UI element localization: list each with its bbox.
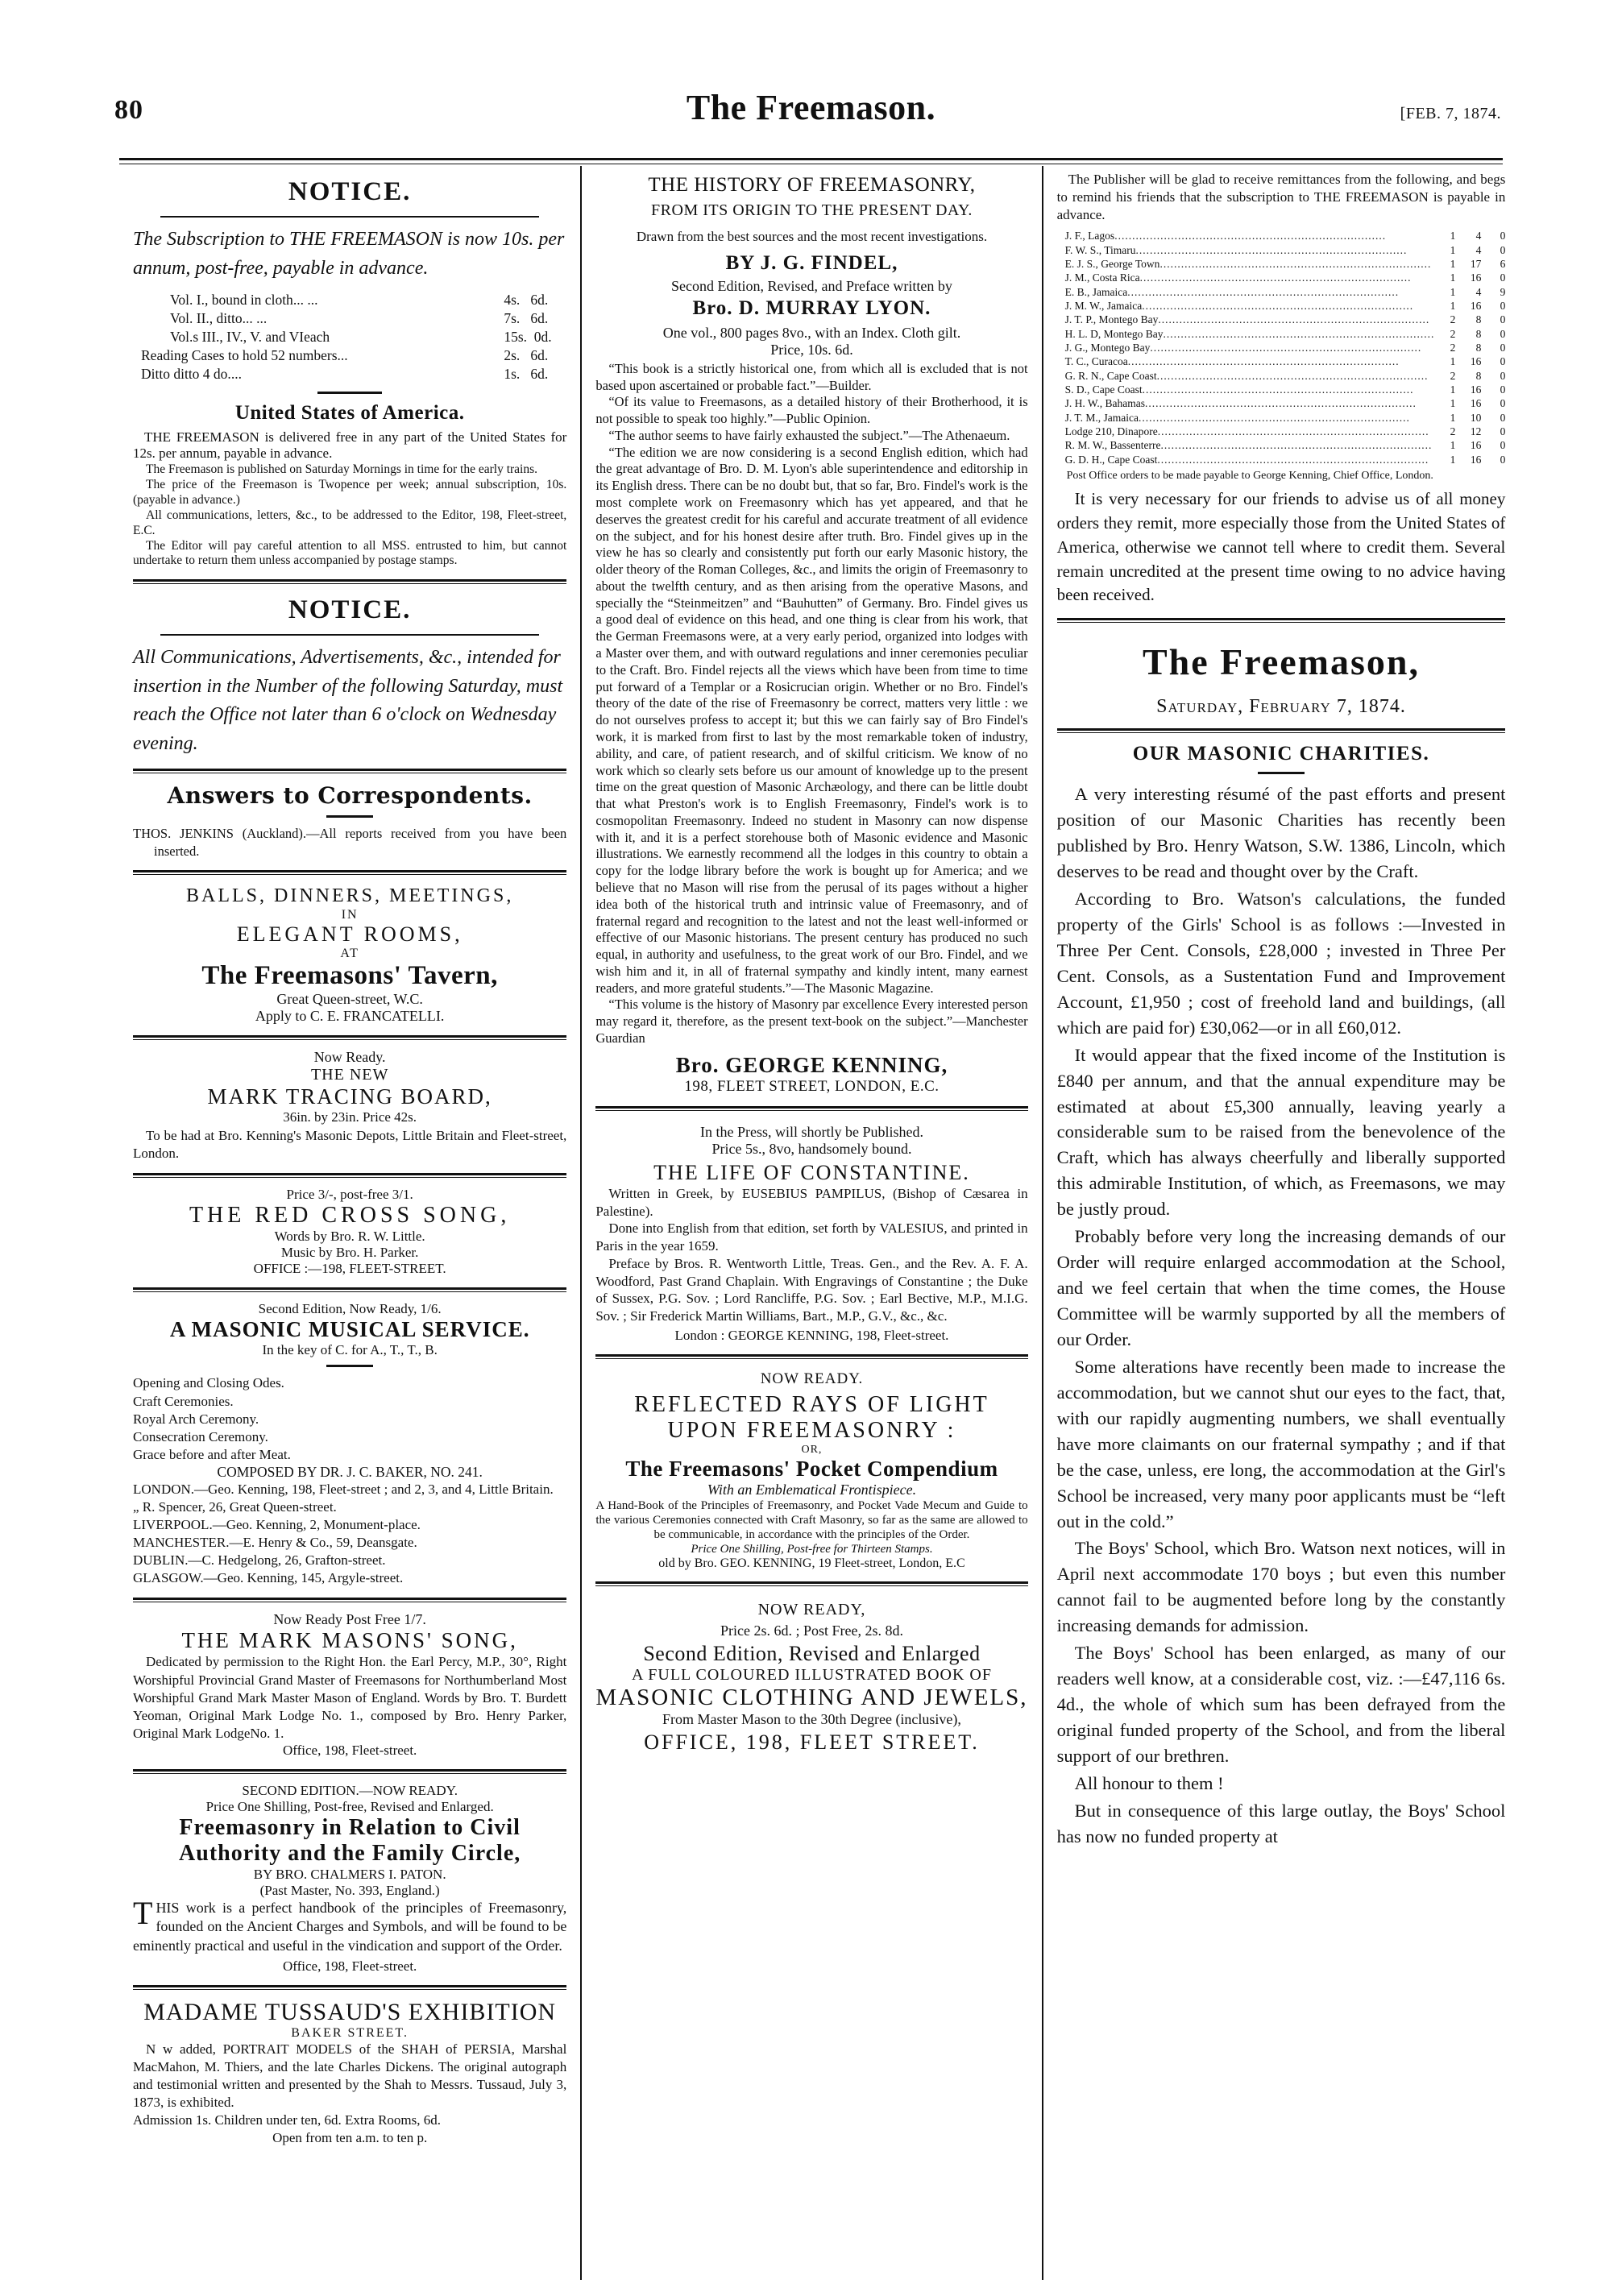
price-row xyxy=(133,346,566,365)
ad-text: Dedicated by permission to the Right Hon. the Earl Percy, M.P., 30°, Right Worshipful Provincial Grand Master of Freemasons for Northumberland Most Worshipful Grand Mark Master Mason of England. Words by Bro. T. Burdett Yeoman, Original Mark Lodge No. 1., composed by Bro. Henry Parker, Original Mark LodgeNo. 1. xyxy=(133,1654,567,1741)
divider xyxy=(133,1769,566,1774)
amount-pounds: 1 xyxy=(1450,383,1456,396)
ad-body xyxy=(595,1185,1027,1325)
ad-line: In the Press, will shortly be Published. xyxy=(699,1123,923,1140)
table-row xyxy=(1057,341,1506,354)
amount-pounds: 1 xyxy=(1450,300,1456,312)
ad-title-line2: UPON FREEMASONRY : xyxy=(667,1417,956,1443)
ad-contents-list xyxy=(133,1374,566,1463)
usa-para: The price of the Freemason is Twopence per week; annual subscription, 10s. (payable in advance.) xyxy=(133,477,567,507)
amount-shillings: 4 xyxy=(1475,230,1482,242)
amount-pounds: 1 xyxy=(1450,397,1456,410)
amount-pounds: 1 xyxy=(1450,453,1456,466)
ad-title: THE HISTORY OF FREEMASONRY, xyxy=(648,174,976,196)
amount-shillings: 8 xyxy=(1475,327,1482,340)
ad-line: SECOND EDITION.—NOW READY. xyxy=(242,1782,458,1798)
ad-mark-tracing-board xyxy=(133,1049,566,1163)
ad-now-ready: NOW READY. xyxy=(760,1370,864,1387)
amount-pence: 0 xyxy=(1500,271,1506,284)
ad-london: London : GEORGE KENNING, 198, Fleet-street. xyxy=(674,1327,949,1343)
article-paragraph: The Boys' School, which Bro. Watson next notices, will in April next accommodate 170 boys ; but even this number cannot fail to be augmented before long by the constantly increasing demands for admission. xyxy=(1056,1538,1506,1636)
ad-or: OR, xyxy=(801,1443,823,1456)
article-paragraph: The Boys' School has been enlarged, as many of our readers well know, at a considerable cost, viz. :—£47,116 6s. 4d., the whole of which sum has been defrayed from the original funded property of the School, and from the liberal support of our brethren. xyxy=(1056,1643,1506,1766)
ad-edition: Second Edition, Revised and Enlarged xyxy=(643,1641,981,1665)
amount-shillings: 8 xyxy=(1475,342,1482,354)
amount-pence: 0 xyxy=(1500,397,1506,410)
ad-title-line3: The Freemasons' Pocket Compendium xyxy=(625,1456,998,1481)
remitter-name: T. C., Curacoa xyxy=(1064,355,1128,368)
table-row xyxy=(1057,453,1506,466)
remitter-name: S. D., Cape Coast xyxy=(1064,383,1143,396)
divider xyxy=(133,1985,566,1990)
issue-date: [FEB. 7, 1874. xyxy=(1400,105,1501,122)
answer-item: THOS. JENKINS (Auckland).—All reports received from you have been inserted. xyxy=(133,826,567,859)
table-row xyxy=(1057,425,1506,438)
ad-hours: Open from ten a.m. to ten p. xyxy=(272,2129,428,2145)
review: “The edition we are now considering is a second English edition, which had the great advantage of Bro. D. M. Lyon's able superintendence and editorship in its English dress. There can be no doubt but, that so far, Bro. Findel's work is the most complete work on Freemasonry which has yet appeared, and that he deserves the greatest credit for his careful and accurate treatment of all evidence on the subject, and for his honest desire after truth. Bro. Findel gives up in the view he has so clearly and consistently put forth our early Masonic history, the older theory of the Roman Colleges, &c., and limits the origin of Freemasonry to about the twelfth century, and as then arising from the operative Masons, and specially the “Steinmeitzen” and “Bauhutten” of Germany. Bro. Findel gives us a good deal of evidence on this head, and one thing is clear from his work, that the German Freemasons were, at a very early period, organized into lodges with a Master over them, and with outward regulations and inner ceremonies peculiar to the Craft. Bro. Findel rejects all the views which have been from time to time put forward of a Templar or a Rosicrucian origin. Whether or no Bro. Findel's theory of the date of the rise of Freemasonry be correct, matters very little : we do not ourselves profess to accept it; but this we can fairly say of Bro Findel's work, it is marked from first to last by the most remarkable token of industry, ability, and care, of patient research, and of skilful criticism. We know of no work which so clearly sets before us our amount of knowledge up to the present time on the great question of Masonic Archæology, and there can be little doubt that what Preston's work is to English Freemasonry, Findel's work is to cosmopolitan Freemasonry. Indeed no student in Masonry can now dispense with it, and it is a perfect storehouse both of Masonic evidence and Masonic illustrations. We earnestly recommend all the lodges in this country to obtain a copy for the lodge library before the work is bought up for America; and we believe that no Mason will rise from the perusal of its pages without a higher idea both of the historical truth and intrinsic value of Freemasonry, and of fraternal regard and recognition to the latest and not the least well-informed or effective of our Masonic historians. The present century has produced no such equal, in authority and usefulness, to the great work of our Bro. Findel, and we wish him and it, in all of fraternal sympathy and kindly intent, many earnest readers, and more grateful students.”—The Masonic Magazine. xyxy=(595,444,1028,996)
leader-dots: ............................................................................. xyxy=(1145,397,1417,410)
content-item: Craft Ceremonies. xyxy=(133,1393,234,1409)
divider xyxy=(133,1173,566,1178)
ad-line: IN xyxy=(341,908,359,922)
leader-dots: ............................................................................. xyxy=(1160,439,1433,452)
agent-item: DUBLIN.—C. Hedgelong, 26, Grafton-street. xyxy=(133,1552,386,1569)
ad-line: Great Queen-street, W.C. xyxy=(276,991,423,1008)
price-dots: each xyxy=(304,329,330,346)
notice-heading: NOTICE. xyxy=(288,177,412,206)
table-row xyxy=(1057,243,1506,257)
agent-item: MANCHESTER.—E. Henry & Co., 59, Deansgate. xyxy=(133,1535,417,1551)
leader-dots: ............................................................................. xyxy=(1142,383,1414,396)
ad-body xyxy=(133,1127,566,1163)
agent-item: GLASGOW.—Geo. Kenning, 145, Argyle-street. xyxy=(133,1570,404,1586)
amount-pounds: 2 xyxy=(1450,313,1456,326)
price-dots: ... xyxy=(230,366,242,383)
price-row xyxy=(133,328,566,346)
agent-item: „ R. Spencer, 26, Great Queen-street. xyxy=(133,1499,337,1515)
advice-note-text: It is very necessary for our friends to advise us of all money orders they remit, more especially those from the United States of America, otherwise we cannot tell where to credit them. Several remain uncredited at the present time owing to no advice having been received. xyxy=(1056,489,1506,605)
ad-line: Now Ready Post Free 1/7. xyxy=(273,1611,426,1628)
ad-reviews xyxy=(595,361,1027,1047)
publisher-note xyxy=(1057,171,1506,224)
answers-to-correspondents xyxy=(133,782,566,860)
ad-title: THE RED CROSS SONG, xyxy=(189,1203,511,1229)
ad-line: BALLS, DINNERS, MEETINGS, xyxy=(185,885,514,907)
ad-publisher-address: 198, FLEET STREET, LONDON, E.C. xyxy=(684,1077,940,1095)
amount-pounds: 1 xyxy=(1450,411,1456,424)
content-item: Grace before and after Meat. xyxy=(133,1446,291,1462)
price-dots: ... ... xyxy=(292,292,318,309)
ad-title: THE LIFE OF CONSTANTINE. xyxy=(653,1160,970,1184)
subscription-text: The Subscription to THE FREEMASON is now 10s. per annum, post-free, payable in advance. xyxy=(133,229,565,279)
amount-pence: 0 xyxy=(1500,383,1506,396)
answers-list xyxy=(133,825,566,860)
table-row xyxy=(1057,257,1506,271)
amount-pounds: 1 xyxy=(1450,439,1456,452)
amount-shillings: 16 xyxy=(1470,383,1482,396)
ad-history-of-freemasonry xyxy=(595,174,1027,1096)
amount-pence: 0 xyxy=(1500,355,1506,368)
ad-title: The Freemasons' Tavern, xyxy=(201,961,498,991)
remitter-name: E. B., Jamaica xyxy=(1064,285,1128,298)
amount-shillings: 8 xyxy=(1475,369,1482,382)
amount-pence: 0 xyxy=(1500,243,1506,256)
ad-text: N w added, PORTRAIT MODELS of the SHAH of PERSIA, Marshal MacMahon, M. Thiers, and the late Charles Dickens. The original autograph and testimonial written and presented by the Shah to Messrs. Tussaud, July 3, 1873, is exhibited. xyxy=(133,2041,567,2111)
table-row xyxy=(1057,438,1506,452)
remitter-name: Lodge 210, Dinapore xyxy=(1064,425,1158,438)
ad-line: Price One Shilling, Post-free, Revised and Enlarged. xyxy=(205,1798,494,1814)
ad-line: THE NEW xyxy=(310,1066,389,1084)
remitter-name: H. L. D, Montego Bay xyxy=(1064,327,1164,340)
ad-title-line1: REFLECTED RAYS OF LIGHT xyxy=(634,1391,989,1417)
ad-author-sub: (Past Master, No. 393, England.) xyxy=(259,1882,440,1898)
notice-subscription xyxy=(133,177,566,569)
page-number: 80 xyxy=(114,95,143,125)
paper-title-masthead: The Freemason, xyxy=(1142,641,1420,683)
article-paragraph: Some alterations have recently been made to increase the accommodation, but we cannot shut our eyes to the fact, that, with our rapidly augmenting numbers, we shall eventually have more claimants on our fraternal sympathy ; and if that be the case, unless, ere long, the accommodation at the Girl's School be increased, very many poor applicants must be “left out in the cold.” xyxy=(1056,1356,1506,1531)
amount-shillings: 8 xyxy=(1475,313,1482,326)
leader-dots: ............................................................................. xyxy=(1114,230,1387,242)
ad-line: A FULL COLOURED ILLUSTRATED BOOK OF xyxy=(631,1665,992,1684)
table-row xyxy=(1057,411,1506,425)
amount-pounds: 2 xyxy=(1450,425,1456,438)
ad-text: To be had at Bro. Kenning's Masonic Depots, Little Britain and Fleet-street, London. xyxy=(133,1128,567,1162)
amount-shillings: 16 xyxy=(1470,439,1482,452)
ad-preface-by: Bro. D. MURRAY LYON. xyxy=(692,296,931,319)
amount-pounds: 1 xyxy=(1450,355,1456,368)
price-dots: ... ... xyxy=(242,310,268,327)
leader-dots: ............................................................................. xyxy=(1138,411,1410,424)
remitter-name: J. T. M., Jamaica xyxy=(1064,411,1139,424)
divider xyxy=(133,1035,566,1040)
ad-price: Price 2s. 6d. ; Post Free, 2s. 8d. xyxy=(720,1622,903,1639)
masthead-rule xyxy=(119,158,1503,164)
usa-para: All communications, letters, &c., to be addressed to the Editor, 198, Fleet-street, E.C. xyxy=(133,508,567,537)
amount-shillings: 16 xyxy=(1470,300,1482,312)
price-list xyxy=(133,291,566,383)
agent-item: LIVERPOOL.—Geo. Kenning, 2, Monument-place. xyxy=(133,1517,421,1533)
remitter-name: J. H. W., Bahamas xyxy=(1064,397,1145,410)
ad-line: Music by Bro. H. Parker. xyxy=(280,1245,419,1261)
ad-madame-tussaud xyxy=(133,1999,566,2145)
remitter-name: J. M. W., Jamaica xyxy=(1064,300,1143,312)
remitter-name: F. W. S., Timaru xyxy=(1064,243,1136,256)
ad-text: Preface by Bros. R. Wentworth Little, Treas. Gen., and the Rev. A. F. A. Woodford, Past Grand Chaplain. With Engravings of Constantine ; the Duke of Sussex, P.G. Sov. ; Lord Rancliffe, P.G. Sov. ; Earl Bective, M.P., M.I.G. Sov. ; Sir Frederick Martin Williams, Bart., M.P., G.V., &c., &c. xyxy=(595,1255,1028,1324)
divider xyxy=(1258,772,1305,774)
ad-title-line2: Authority and the Family Circle, xyxy=(179,1840,521,1866)
divider xyxy=(595,1581,1027,1586)
ad-publisher: Bro. GEORGE KENNING, xyxy=(675,1052,948,1077)
review: “Of its value to Freemasons, as a detailed history of their Brotherhood, it is not possible to speak too highly.”—Public Opinion. xyxy=(595,394,1028,427)
remitter-name: G. D. H., Cape Coast xyxy=(1064,453,1158,466)
leader-dots: ............................................................................. xyxy=(1157,453,1429,466)
article-title: OUR MASONIC CHARITIES. xyxy=(1132,743,1430,765)
table-row xyxy=(1057,299,1506,313)
agent-item: LONDON.—Geo. Kenning, 198, Fleet-street ; and 2, 3, and 4, Little Britain. xyxy=(133,1481,554,1497)
table-row xyxy=(1057,313,1506,326)
divider xyxy=(160,216,539,218)
article-paragraph: It would appear that the fixed income of the Institution is £840 per annum, and that the annual expenditure may be estimated at about £5,300 annually, leaving yearly a considerable sum to be raised from the benevolence of the Craft, which has always cheerfully and liberally supported this admirable Institution, of which, as Freemasons, we may be justly proud. xyxy=(1056,1044,1506,1220)
amount-pounds: 1 xyxy=(1450,257,1456,270)
price-row xyxy=(133,365,566,383)
amount-pence: 0 xyxy=(1500,453,1506,466)
ad-title: A MASONIC MUSICAL SERVICE. xyxy=(169,1317,530,1342)
amount-shillings: 16 xyxy=(1470,271,1482,284)
paper-issue-date: Saturday, February 7, 1874. xyxy=(1156,696,1406,718)
ad-admission: Admission 1s. Children under ten, 6d. Extra Rooms, 6d. xyxy=(133,2112,442,2128)
amount-pounds: 2 xyxy=(1450,327,1456,340)
ad-title: MADAME TUSSAUD'S EXHIBITION xyxy=(143,1999,557,2026)
usa-para: THE FREEMASON is delivered free in any part of the United States for 12s. per annum, payable in advance. xyxy=(133,429,567,462)
notice-communications xyxy=(133,595,566,758)
post-office-note-text: Post Office orders to be made payable to George Kenning, Chief Office, London. xyxy=(1066,470,1433,483)
ad-office: Office, 198, Fleet-street. xyxy=(282,1742,417,1758)
price-item-name: Ditto ditto 4 do. xyxy=(141,366,231,383)
ad-edition: Second Edition, Revised, and Preface written by xyxy=(671,277,952,294)
ad-office: Office, 198, Fleet-street. xyxy=(282,1958,417,1975)
ad-reflected-rays xyxy=(595,1370,1027,1571)
amount-shillings: 12 xyxy=(1470,425,1482,438)
divider xyxy=(133,579,566,584)
ad-body xyxy=(595,1498,1027,1543)
price-item-name: Reading Cases to hold 52 numbers xyxy=(141,347,338,364)
leader-dots: ............................................................................. xyxy=(1142,300,1414,312)
ad-price: Price 5s., 8vo, handsomely bound. xyxy=(711,1140,912,1157)
table-row xyxy=(1057,285,1506,299)
column-2 xyxy=(580,166,1041,2280)
ad-title: MASONIC CLOTHING AND JEWELS, xyxy=(595,1684,1028,1710)
amount-pounds: 1 xyxy=(1450,230,1456,242)
amount-shillings: 16 xyxy=(1470,397,1482,410)
amount-shillings: 16 xyxy=(1470,355,1482,368)
ad-author: BY BRO. CHALMERS I. PATON. xyxy=(253,1866,446,1882)
ad-now-ready: NOW READY, xyxy=(757,1600,866,1618)
ad-body xyxy=(133,1894,567,1955)
ad-author: BY J. G. FINDEL, xyxy=(725,251,898,274)
amount-shillings: 10 xyxy=(1470,411,1482,424)
ad-line: From Master Mason to the 30th Degree (inclusive), xyxy=(662,1710,961,1727)
ad-text: Written in Greek, by EUSEBIUS PAMPILUS, (Bishop of Cæsarea in Palestine). xyxy=(595,1185,1028,1219)
price-dots: ... xyxy=(337,347,348,364)
ad-title-line1: Freemasonry in Relation to Civil xyxy=(179,1814,521,1840)
amount-pounds: 1 xyxy=(1450,271,1456,284)
amount-pounds: 2 xyxy=(1450,369,1456,382)
article-paragraph: According to Bro. Watson's calculations, the funded property of the Girls' School is as follows :—Invested in Three Per Cent. Consols, £28,000 ; invested in Three Per Cent. Consols, as a Sustentation Fund and Improvement Account, £1,950 ; cost of freehold land and buildings, (all which are paid for) £30,062—or in all £60,012. xyxy=(1056,889,1506,1038)
amount-shillings: 4 xyxy=(1475,285,1482,298)
divider xyxy=(160,634,539,636)
amount-pence: 0 xyxy=(1500,300,1506,312)
divider xyxy=(1057,618,1506,623)
ad-frontispiece: With an Emblematical Frontispiece. xyxy=(707,1481,917,1498)
article-paragraph: A very interesting résumé of the past efforts and present position of our Masonic Charities has recently been published by Bro. Henry Watson, S.W. 1386, Lincoln, which deserves to be read and thought over by the Craft. xyxy=(1056,784,1506,882)
leader-dots: ............................................................................. xyxy=(1127,355,1400,368)
table-row xyxy=(1057,271,1506,284)
ad-drawn-from: Drawn from the best sources and the most recent investigations. xyxy=(636,229,988,244)
amount-pence: 9 xyxy=(1500,285,1506,298)
ad-freemasons-tavern xyxy=(133,884,566,1025)
ad-body xyxy=(133,1653,566,1742)
review: “The author seems to have fairly exhausted the subject.”—The Athenaeum. xyxy=(608,427,1010,443)
divider xyxy=(326,815,373,818)
price-amount: 15s. 0d. xyxy=(504,329,552,346)
remitter-name: G. R. N., Cape Coast xyxy=(1064,369,1157,382)
ad-line: Words by Bro. R. W. Little. xyxy=(274,1229,425,1245)
notice-heading: NOTICE. xyxy=(288,595,412,625)
remitter-name: J. G., Montego Bay xyxy=(1064,342,1151,354)
amount-pence: 6 xyxy=(1500,257,1506,270)
divider xyxy=(317,392,382,394)
ad-agents-list xyxy=(133,1481,566,1588)
ad-life-of-constantine xyxy=(595,1124,1027,1344)
content-item: Consecration Ceremony. xyxy=(133,1428,268,1444)
amount-pence: 0 xyxy=(1500,369,1506,382)
ad-title: MARK TRACING BOARD, xyxy=(207,1084,492,1109)
ad-line: 36in. by 23in. Price 42s. xyxy=(283,1109,417,1125)
ad-edition: Second Edition, Now Ready, 1/6. xyxy=(258,1301,442,1317)
usa-para: The Freemason is published on Saturday Mornings in time for the early trains. xyxy=(146,462,538,476)
usa-paragraphs xyxy=(133,429,566,570)
leader-dots: ............................................................................. xyxy=(1135,243,1408,256)
remittance-table xyxy=(1057,229,1506,466)
price-amount: 1s. 6d. xyxy=(504,366,549,383)
divider xyxy=(133,1287,566,1292)
ad-mark-masons-song xyxy=(133,1611,566,1758)
remitter-name: J. M., Costa Rica xyxy=(1064,271,1140,284)
advice-note xyxy=(1057,487,1506,607)
content-item: Royal Arch Ceremony. xyxy=(133,1411,259,1427)
ad-paton-freemasonry xyxy=(133,1783,566,1975)
amount-pounds: 1 xyxy=(1450,285,1456,298)
usa-para: The Editor will pay careful attention to all MSS. entrusted to him, but cannot undertake to return them unless accompanied by postage stamps. xyxy=(133,538,567,568)
leader-dots: ............................................................................. xyxy=(1157,425,1429,438)
price-amount: 2s. 6d. xyxy=(504,347,549,364)
table-row xyxy=(1057,396,1506,410)
divider xyxy=(133,870,566,875)
ad-red-cross-song xyxy=(133,1187,566,1277)
leader-dots: ............................................................................. xyxy=(1159,257,1432,270)
ad-line: Now Ready. xyxy=(313,1049,386,1066)
ad-subtitle: FROM ITS ORIGIN TO THE PRESENT DAY. xyxy=(651,201,973,219)
ad-price: Price One Shilling, Post-free for Thirteen Stamps. xyxy=(691,1542,933,1556)
table-row xyxy=(1057,327,1506,341)
amount-pence: 0 xyxy=(1500,230,1506,242)
ad-volume: One vol., 800 pages 8vo., with an Index. Cloth gilt. xyxy=(662,324,961,341)
publisher-note-text: The Publisher will be glad to receive remittances from the following, and begs to remind his friends that the subscription to THE FREEMASON is payable in advance. xyxy=(1056,172,1506,223)
ad-price: Price, 10s. 6d. xyxy=(770,341,853,358)
amount-pence: 0 xyxy=(1500,411,1506,424)
amount-shillings: 17 xyxy=(1470,257,1482,270)
review: “This volume is the history of Masonry par excellence Every interested person may regard it, therefore, as the present text-book on the subject.”—Manchester Guardian xyxy=(595,997,1028,1046)
remitter-name: J. T. P., Montego Bay xyxy=(1064,313,1159,326)
masthead xyxy=(0,0,1622,127)
remitter-name: J. F., Lagos xyxy=(1064,230,1115,242)
leader-dots: ............................................................................. xyxy=(1127,285,1400,298)
leader-dots: ............................................................................. xyxy=(1139,271,1412,284)
divider xyxy=(595,1106,1027,1111)
divider xyxy=(133,1598,566,1602)
price-item-name: Vol. I., bound in cloth xyxy=(170,292,293,309)
price-row xyxy=(133,309,566,328)
drop-cap: T xyxy=(133,1894,153,1931)
column-1 xyxy=(119,166,580,2280)
leader-dots: ............................................................................. xyxy=(1158,313,1430,326)
ad-price: Price 3/-, post-free 3/1. xyxy=(286,1187,413,1203)
divider xyxy=(326,1365,373,1367)
amount-pounds: 2 xyxy=(1450,342,1456,354)
table-row xyxy=(1057,354,1506,368)
leader-dots: ............................................................................. xyxy=(1163,327,1435,340)
ad-text: Done into English from that edition, set forth by VALESIUS, and printed in Paris in the year 1659. xyxy=(595,1221,1028,1254)
table-row xyxy=(1057,369,1506,383)
post-office-note xyxy=(1057,469,1506,483)
ad-office: OFFICE :—198, FLEET-STREET. xyxy=(253,1261,446,1277)
column-container xyxy=(119,166,1506,2280)
divider xyxy=(595,1354,1027,1359)
usa-heading: United States of America. xyxy=(234,401,465,424)
answers-heading: Answers to Correspondents. xyxy=(167,782,533,810)
divider xyxy=(1057,728,1506,733)
amount-pence: 0 xyxy=(1500,342,1506,354)
ad-composer: COMPOSED BY DR. J. C. BAKER, NO. 241. xyxy=(217,1463,483,1480)
table-row xyxy=(1057,229,1506,242)
amount-pounds: 1 xyxy=(1450,243,1456,256)
leader-dots: ............................................................................. xyxy=(1156,369,1429,382)
ad-key: In the key of C. for A., T., T., B. xyxy=(262,1342,438,1358)
table-row xyxy=(1057,383,1506,396)
ad-text: HIS work is a perfect handbook of the principles of Freemasonry, founded on the Ancient Charges and Symbols, and will be found to be eminently practical and useful in the vindication and support of the Order. xyxy=(133,1899,567,1954)
ad-subtitle: BAKER STREET. xyxy=(291,2026,409,2041)
price-item-name: Vol. II., ditto xyxy=(170,310,243,327)
amount-pence: 0 xyxy=(1500,439,1506,452)
ad-office: OFFICE, 198, FLEET STREET. xyxy=(644,1730,980,1754)
price-amount: 4s. 6d. xyxy=(504,292,549,309)
article-paragraph: Probably before very long the increasing demands of our Order will require enlarged accommodation at the School, and we feel certain that when the time comes, the House Committee will be warmly supported by all the members of our Order. xyxy=(1056,1226,1506,1349)
amount-pence: 0 xyxy=(1500,327,1506,340)
ad-line: ELEGANT ROOMS, xyxy=(236,922,463,947)
ad-line: Apply to C. E. FRANCATELLI. xyxy=(255,1008,445,1025)
divider xyxy=(133,769,566,773)
amount-shillings: 16 xyxy=(1470,453,1482,466)
article-paragraph: But in consequence of this large outlay, the Boys' School has now no funded property at xyxy=(1056,1800,1506,1846)
ad-line: AT xyxy=(340,947,359,961)
ad-body xyxy=(133,2041,566,2112)
amount-shillings: 4 xyxy=(1475,243,1482,256)
ad-masonic-musical-service xyxy=(133,1301,566,1587)
ad-masonic-clothing xyxy=(595,1601,1027,1755)
ad-sold-by: old by Bro. GEO. KENNING, 19 Fleet-street, London, E.C xyxy=(658,1556,965,1570)
remitter-name: R. M. W., Bassenterre xyxy=(1064,439,1161,452)
review: “This book is a strictly historical one, from which all is excluded that is not based upon ascertained or probable fact.”—Builder. xyxy=(595,360,1028,393)
ad-text: A Hand-Book of the Principles of Freemasonry, and Pocket Vade Mecum and Guide to the various Ceremonies connected with Craft Masonry, so far as the same are allowed to be communicable, in accordance with the principles of the Order. xyxy=(595,1498,1028,1542)
article-paragraph: All honour to them ! xyxy=(1074,1772,1224,1793)
article-body xyxy=(1057,781,1506,1849)
price-item-name: Vol.s III., IV., V. and VI xyxy=(170,329,305,346)
price-row xyxy=(133,291,566,309)
column-3 xyxy=(1042,166,1520,2280)
notice-text: All Communications, Advertisements, &c., intended for insertion in the Number of the following Saturday, must reach the Office not later than 6 o'clock on Wednesday evening. xyxy=(133,647,563,754)
content-item: Opening and Closing Odes. xyxy=(133,1375,284,1391)
price-amount: 7s. 6d. xyxy=(504,310,549,327)
remitter-name: E. J. S., George Town xyxy=(1064,257,1160,270)
amount-pence: 0 xyxy=(1500,313,1506,326)
leader-dots: ............................................................................. xyxy=(1150,342,1422,354)
paper-title: The Freemason. xyxy=(686,88,936,127)
ad-title: THE MARK MASONS' SONG, xyxy=(181,1628,518,1653)
amount-pence: 0 xyxy=(1500,425,1506,438)
